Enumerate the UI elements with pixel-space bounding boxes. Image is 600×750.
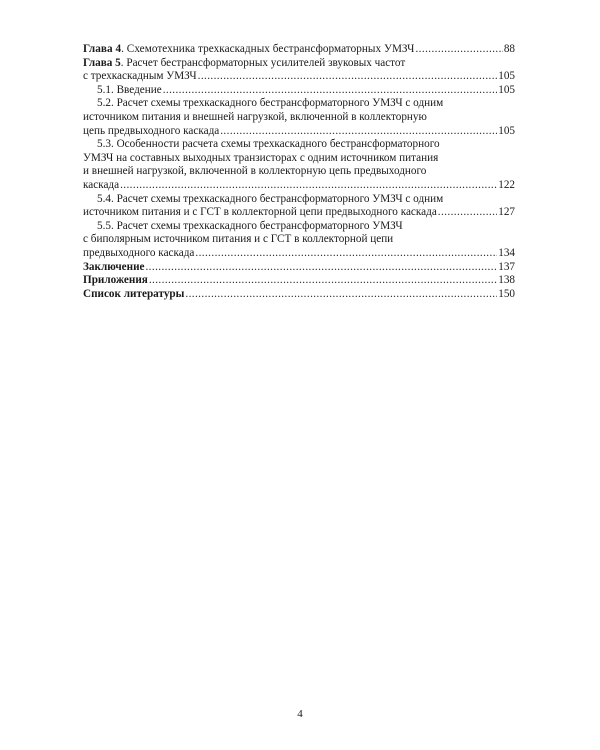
section-5-5-line-2: с биполярным источником питания и с ГСТ в коллекторной цепи bbox=[83, 233, 394, 246]
toc-chapter-5[interactable] bbox=[83, 57, 515, 84]
section-5-5-line-last: предвыходного каскада bbox=[83, 246, 195, 259]
section-5-4-line-last: источником питания и с ГСТ в коллекторной цепи предвыходного каскада bbox=[83, 206, 437, 219]
section-5-2-line-1: 5.2. Расчет схемы трехкаскадного бестрансформаторного УМЗЧ с одним bbox=[97, 97, 444, 110]
chapter-5-page: 105 bbox=[498, 70, 515, 83]
leader-dots bbox=[415, 43, 502, 57]
leader-dots bbox=[149, 274, 497, 288]
toc-section-5-4[interactable] bbox=[83, 193, 515, 220]
leader-dots bbox=[438, 206, 497, 220]
leader-dots bbox=[198, 70, 498, 84]
toc-appendix[interactable] bbox=[83, 274, 515, 288]
chapter-5-title: . Расчет бестрансформаторных усилителей звуковых частот bbox=[120, 56, 406, 69]
chapter-4-title: . Схемотехника трехкаскадных бестрансформаторных УМЗЧ bbox=[121, 43, 415, 55]
toc-conclusion[interactable] bbox=[83, 261, 515, 275]
leader-dots bbox=[185, 288, 497, 302]
section-5-5-line-1: 5.5. Расчет схемы трехкаскадного бестрансформаторного УМЗЧ bbox=[97, 219, 403, 232]
section-5-4-page: 127 bbox=[498, 206, 515, 219]
leader-dots bbox=[163, 84, 498, 98]
chapter-5-label: Глава 5 bbox=[83, 56, 121, 69]
conclusion-page: 137 bbox=[498, 260, 515, 273]
section-5-4-line-1: 5.4. Расчет схемы трехкаскадного бестрансформаторного УМЗЧ с одним bbox=[97, 192, 444, 205]
section-5-1-page: 105 bbox=[498, 83, 515, 96]
toc-references[interactable] bbox=[83, 288, 515, 302]
chapter-4-page: 88 bbox=[503, 43, 515, 55]
section-5-3-line-3: и внешней нагрузкой, включенной в коллекторную цепь предвыходного bbox=[83, 165, 427, 178]
toc-section-5-1[interactable] bbox=[83, 84, 515, 98]
appendix-title: Приложения bbox=[83, 274, 148, 287]
leader-dots bbox=[220, 125, 497, 139]
leader-dots bbox=[120, 179, 497, 193]
section-5-5-page: 134 bbox=[498, 246, 515, 259]
table-of-contents bbox=[83, 43, 515, 301]
chapter-4-label: Глава 4 bbox=[83, 43, 122, 55]
toc-chapter-4[interactable] bbox=[83, 43, 515, 57]
section-5-2-line-last: цепь предвыходного каскада bbox=[83, 124, 220, 137]
leader-dots bbox=[145, 261, 497, 275]
chapter-5-title-cont: с трехкаскадным УМЗЧ bbox=[83, 70, 197, 83]
appendix-page: 138 bbox=[498, 274, 515, 287]
references-title: Список литературы bbox=[83, 287, 185, 300]
references-page: 150 bbox=[498, 287, 515, 300]
toc-section-5-3[interactable] bbox=[83, 138, 515, 192]
section-5-2-line-2: источником питания и внешней нагрузкой, включенной в коллекторную bbox=[83, 110, 427, 123]
section-5-3-page: 122 bbox=[498, 178, 515, 191]
section-5-1-title: 5.1. Введение bbox=[97, 83, 162, 96]
section-5-3-line-1: 5.3. Особенности расчета схемы трехкаскадного бестрансформаторного bbox=[97, 138, 440, 151]
page-number: 4 bbox=[297, 708, 303, 720]
toc-section-5-5[interactable] bbox=[83, 220, 515, 261]
toc-section-5-2[interactable] bbox=[83, 97, 515, 138]
section-5-3-line-2: УМЗЧ на составных выходных транзисторах с одним источником питания bbox=[83, 151, 439, 164]
section-5-2-page: 105 bbox=[498, 124, 515, 137]
leader-dots bbox=[195, 247, 497, 261]
conclusion-title: Заключение bbox=[83, 260, 145, 273]
section-5-3-line-last: каскада bbox=[83, 178, 120, 191]
